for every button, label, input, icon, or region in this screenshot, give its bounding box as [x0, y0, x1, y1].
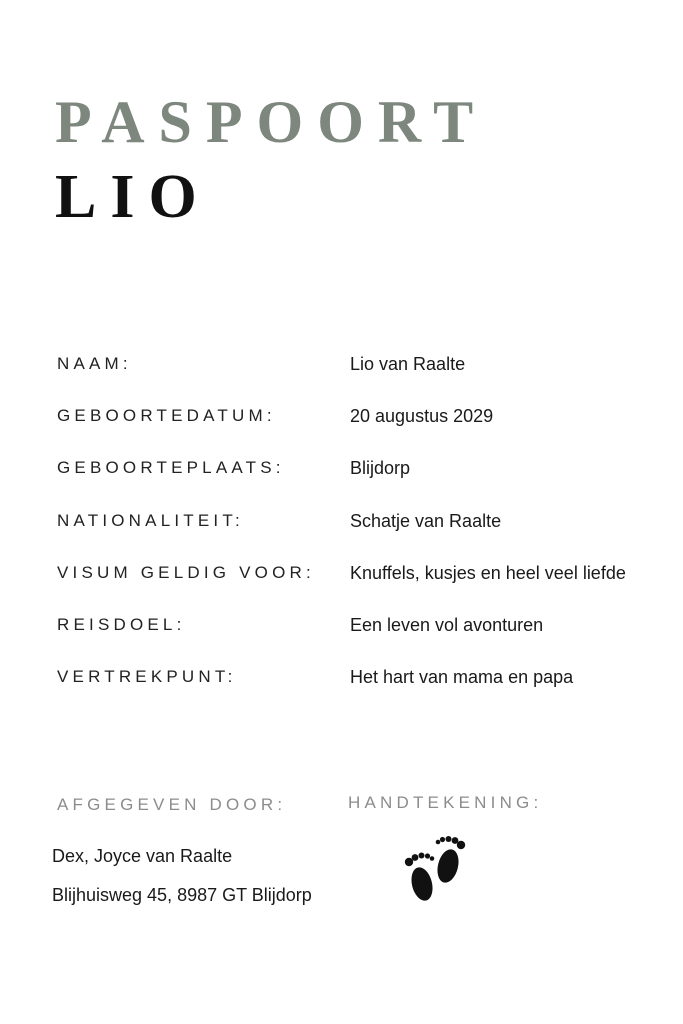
- field-row-geboortedatum: [0, 406, 683, 436]
- field-row-geboorteplaats: [0, 458, 683, 488]
- page-title: PASPOORT: [55, 89, 488, 155]
- field-label: GEBOORTEPLAATS:: [57, 458, 285, 477]
- field-value: Het hart van mama en papa: [350, 667, 574, 687]
- issuer-names: Dex, Joyce van Raalte: [52, 846, 233, 866]
- field-value: Schatje van Raalte: [350, 511, 502, 531]
- issued-by-label: AFGEGEVEN DOOR:: [57, 795, 287, 814]
- field-value: 20 augustus 2029: [350, 406, 494, 426]
- baby-feet-icon: [402, 836, 468, 904]
- field-label: NATIONALITEIT:: [57, 511, 244, 530]
- field-value: Knuffels, kusjes en heel veel liefde: [350, 563, 626, 583]
- field-value: Lio van Raalte: [350, 354, 466, 374]
- field-value: Een leven vol avonturen: [350, 615, 544, 635]
- field-row-visum: [0, 563, 683, 593]
- field-label: REISDOEL:: [57, 615, 186, 634]
- field-value: Blijdorp: [350, 458, 411, 478]
- field-row-vertrekpunt: [0, 667, 683, 697]
- issuer-address: Blijhuisweg 45, 8987 GT Blijdorp: [52, 885, 312, 905]
- field-row-nationaliteit: [0, 511, 683, 541]
- field-label: GEBOORTEDATUM:: [57, 406, 276, 425]
- field-row-naam: [0, 354, 683, 384]
- child-name: LIO: [55, 163, 211, 231]
- field-label: NAAM:: [57, 354, 132, 373]
- field-label: VERTREKPUNT:: [57, 667, 237, 686]
- field-row-reisdoel: [0, 615, 683, 645]
- signature-label: HANDTEKENING:: [348, 793, 543, 812]
- field-label: VISUM GELDIG VOOR:: [57, 563, 315, 582]
